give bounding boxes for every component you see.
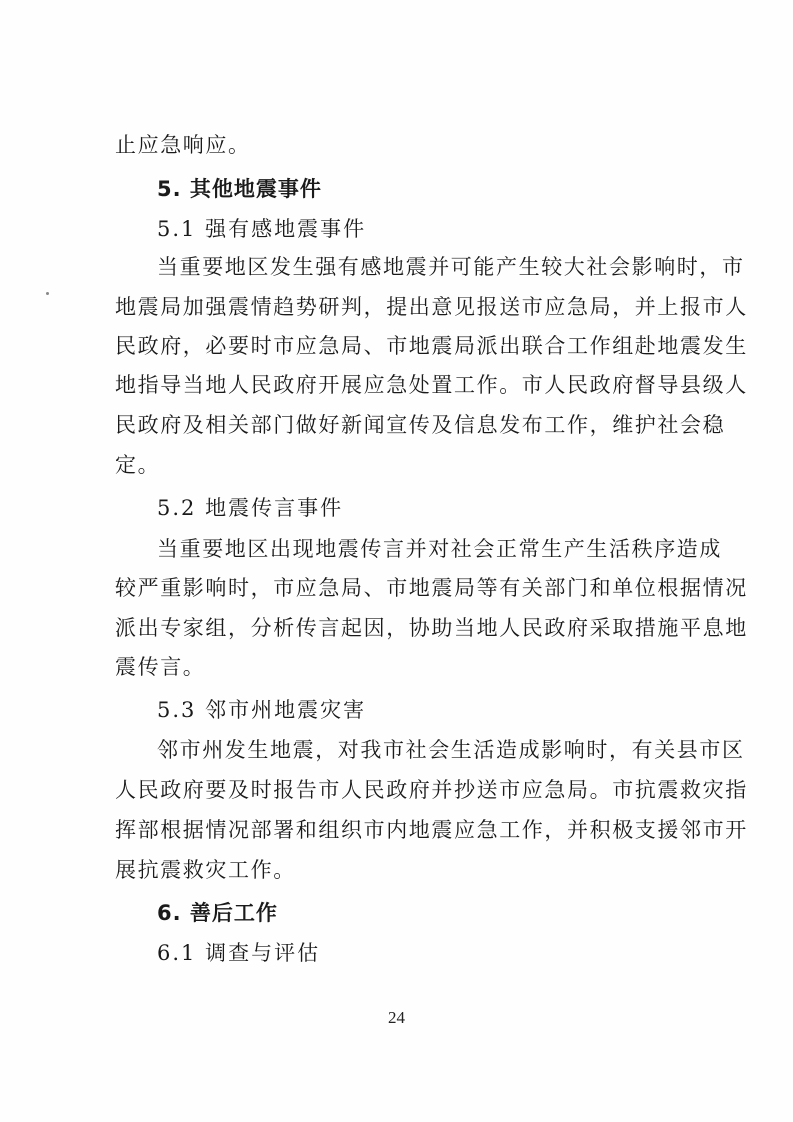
paragraph-line: 挥部根据情况部署和组织市内地震应急工作，并积极支援邻市开 bbox=[115, 818, 748, 842]
section-heading-5: 5. 其他地震事件 bbox=[157, 177, 322, 201]
paragraph-line: 民政府，必要时市应急局、市地震局派出联合工作组赴地震发生 bbox=[115, 334, 748, 358]
paragraph-line: 人民政府要及时报告市人民政府并抄送市应急局。市抗震救灾指 bbox=[115, 778, 748, 802]
paragraph-line: 止应急响应。 bbox=[115, 133, 251, 157]
subsection-heading-5-3: 5.3 邻市州地震灾害 bbox=[157, 698, 367, 722]
paragraph-line: 震传言。 bbox=[115, 655, 206, 679]
paragraph-line: 派出专家组，分析传言起因，协助当地人民政府采取措施平息地 bbox=[115, 616, 748, 640]
paragraph-line: 定。 bbox=[115, 453, 161, 477]
paragraph-line: 当重要地区发生强有感地震并可能产生较大社会影响时，市 bbox=[157, 255, 745, 279]
scan-speck bbox=[46, 292, 49, 295]
paragraph-line: 展抗震救灾工作。 bbox=[115, 858, 296, 882]
paragraph-line: 地震局加强震情趋势研判，提出意见报送市应急局，并上报市人 bbox=[115, 295, 748, 319]
paragraph-line: 地指导当地人民政府开展应急处置工作。市人民政府督导县级人 bbox=[115, 373, 748, 397]
subsection-heading-6-1: 6.1 调查与评估 bbox=[157, 941, 321, 965]
subsection-heading-5-1: 5.1 强有感地震事件 bbox=[157, 217, 367, 241]
section-heading-6: 6. 善后工作 bbox=[157, 901, 278, 925]
paragraph-line: 较严重影响时，市应急局、市地震局等有关部门和单位根据情况 bbox=[115, 576, 748, 600]
page-number: 24 bbox=[388, 1008, 405, 1027]
paragraph-line: 邻市州发生地震，对我市社会生活造成影响时，有关县市区 bbox=[157, 738, 745, 762]
paragraph-line: 民政府及相关部门做好新闻宣传及信息发布工作，维护社会稳 bbox=[115, 413, 726, 437]
paragraph-line: 当重要地区出现地震传言并对社会正常生产生活秩序造成 bbox=[157, 537, 722, 561]
subsection-heading-5-2: 5.2 地震传言事件 bbox=[157, 496, 344, 520]
